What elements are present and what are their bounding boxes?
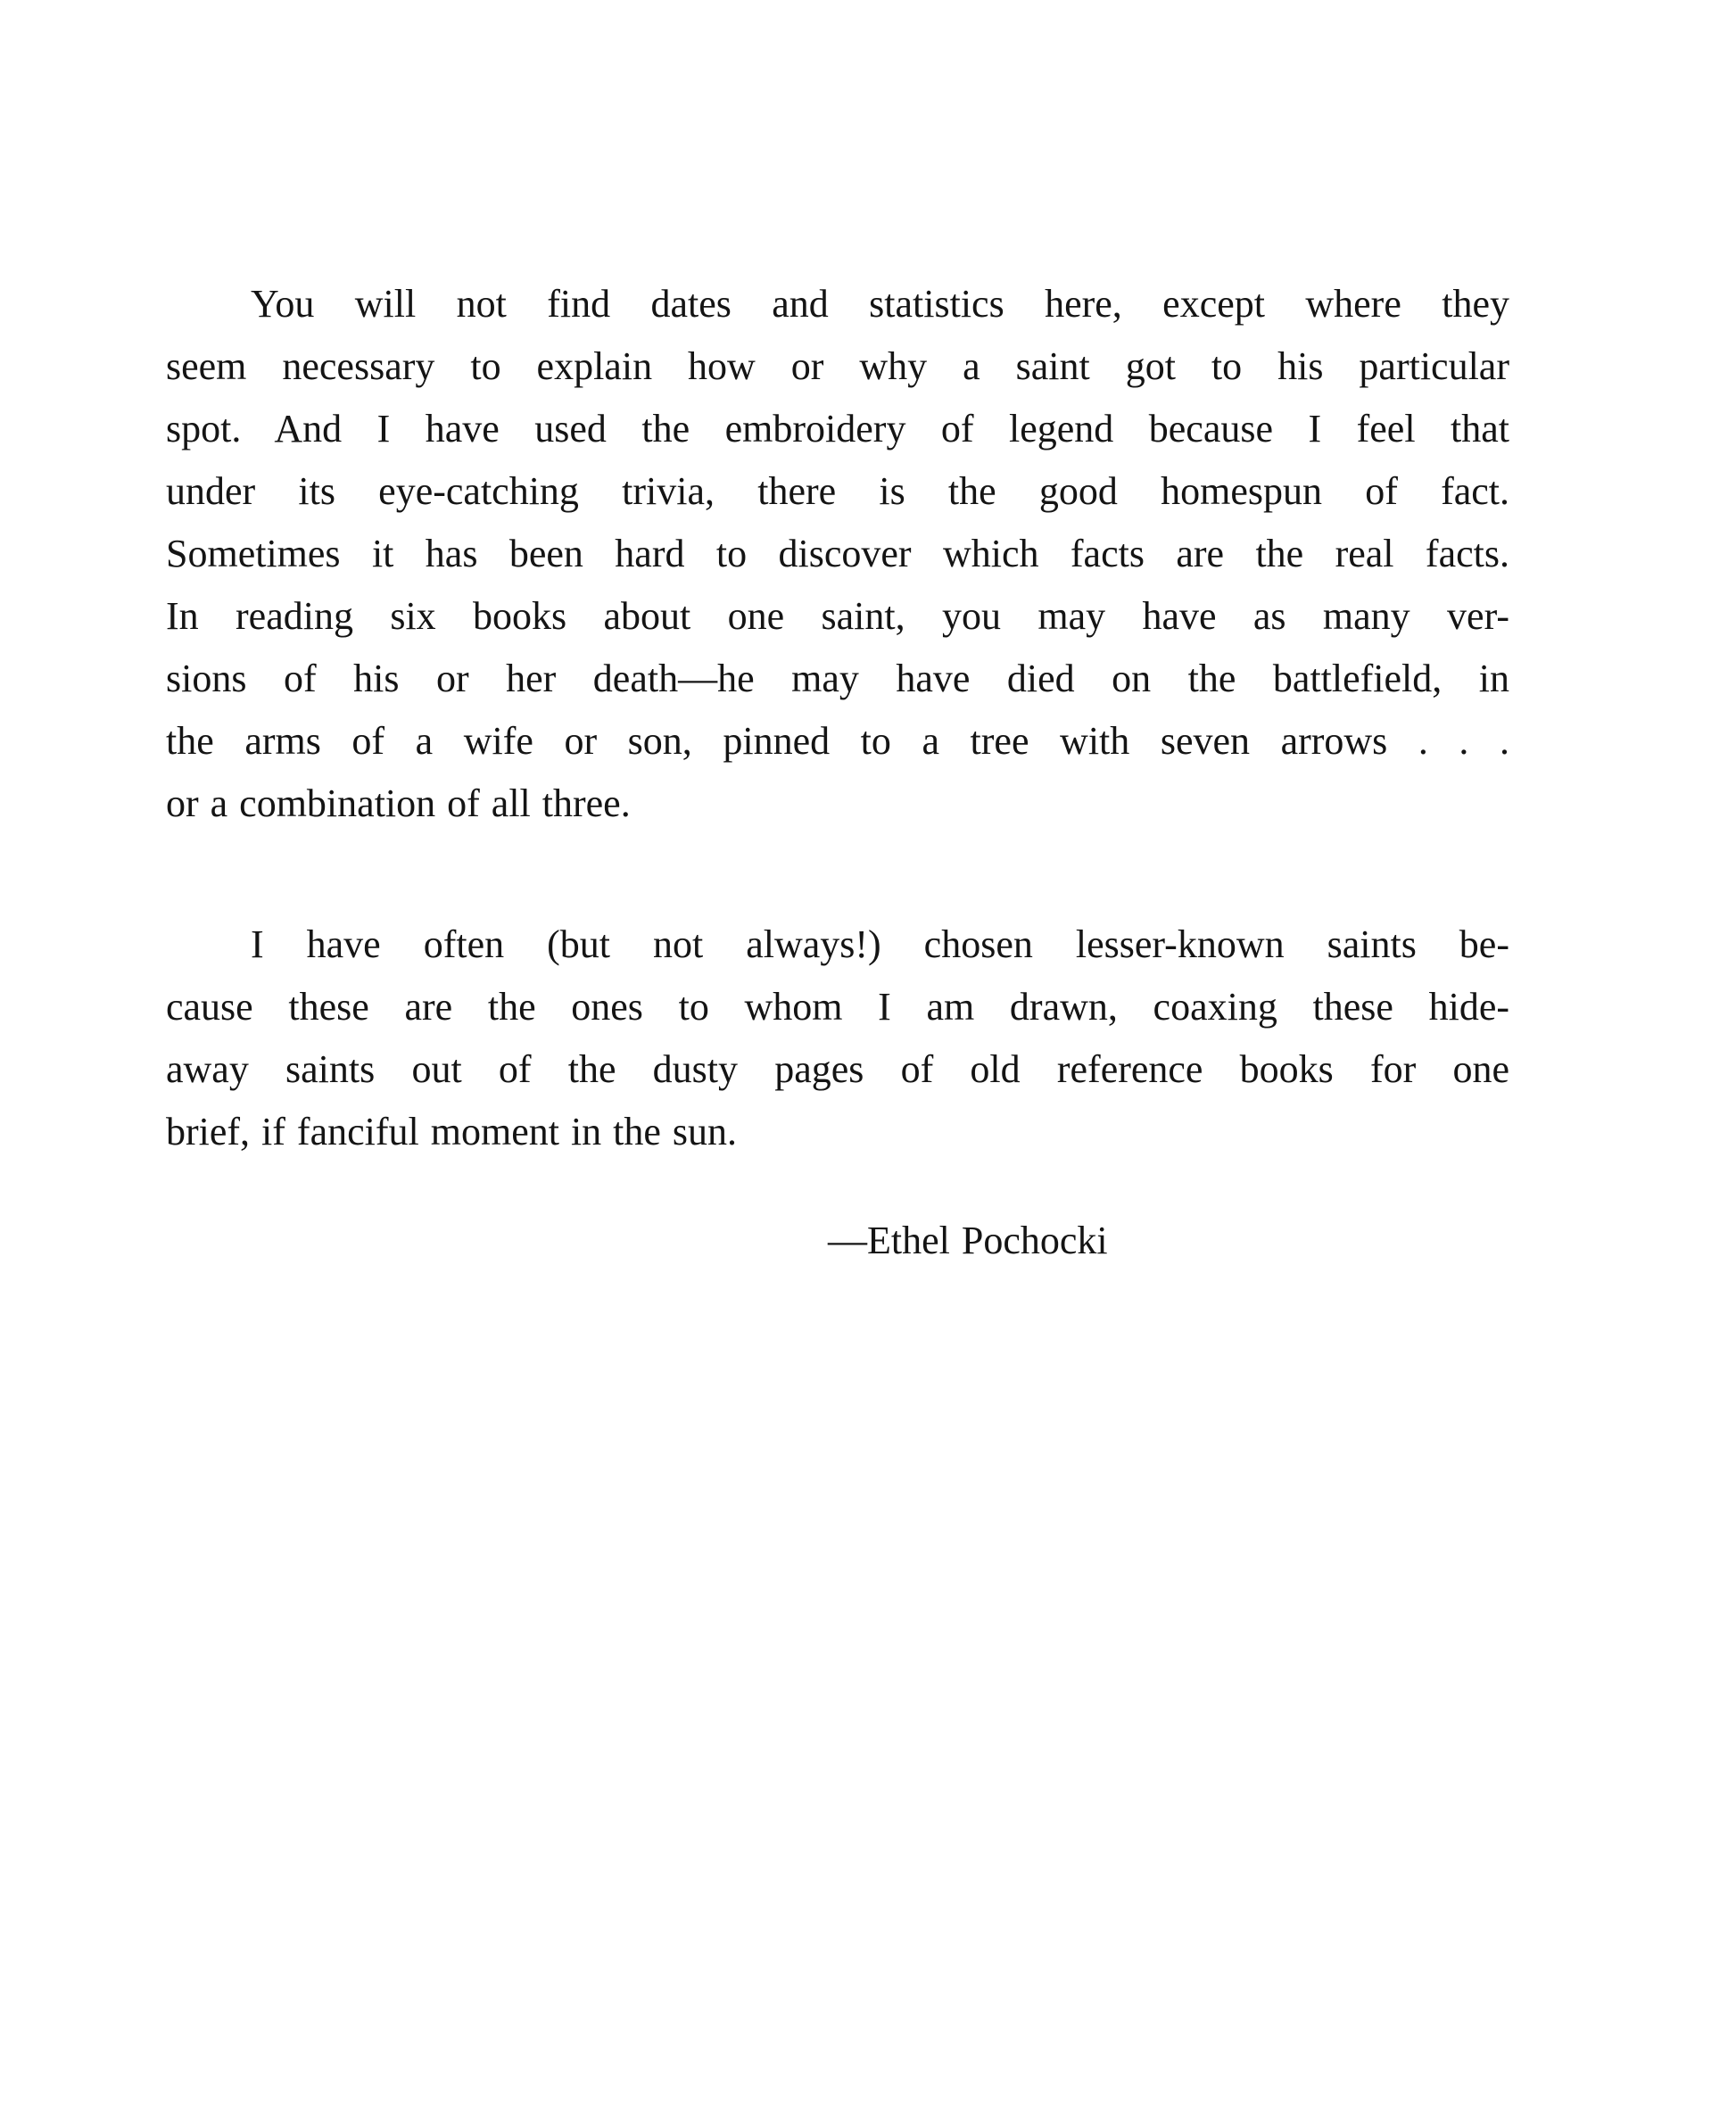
text-line: You will not find dates and statistics here, except where they (251, 282, 1509, 326)
paragraph-2 (166, 913, 1509, 1163)
text-line: seem necessary to explain how or why a saint got to his particular (166, 344, 1509, 388)
paragraph-1 (166, 273, 1509, 835)
text-line: sions of his or her death—he may have died on the battlefield, in (166, 657, 1509, 700)
text-line: brief, if fanciful moment in the sun. (166, 1110, 738, 1153)
text-line: away saints out of the dusty pages of old reference books for one (166, 1047, 1509, 1091)
text-line: spot. And I have used the embroidery of legend because I feel that (166, 407, 1509, 451)
text-line: Sometimes it has been hard to discover which facts are the real facts. (166, 532, 1509, 575)
author-attribution: —Ethel Pochocki (828, 1219, 1108, 1262)
text-line: under its eye-catching trivia, there is the good homespun of fact. (166, 469, 1509, 513)
text-line: the arms of a wife or son, pinned to a tree with seven arrows . . . (166, 719, 1509, 763)
text-block (166, 273, 1509, 1272)
text-line: cause these are the ones to whom I am drawn, coaxing these hide- (166, 985, 1509, 1029)
text-line: I have often (but not always!) chosen lesser-known saints be- (251, 922, 1509, 966)
text-line: In reading six books about one saint, you may have as many ver- (166, 594, 1509, 638)
text-line: or a combination of all three. (166, 781, 631, 825)
